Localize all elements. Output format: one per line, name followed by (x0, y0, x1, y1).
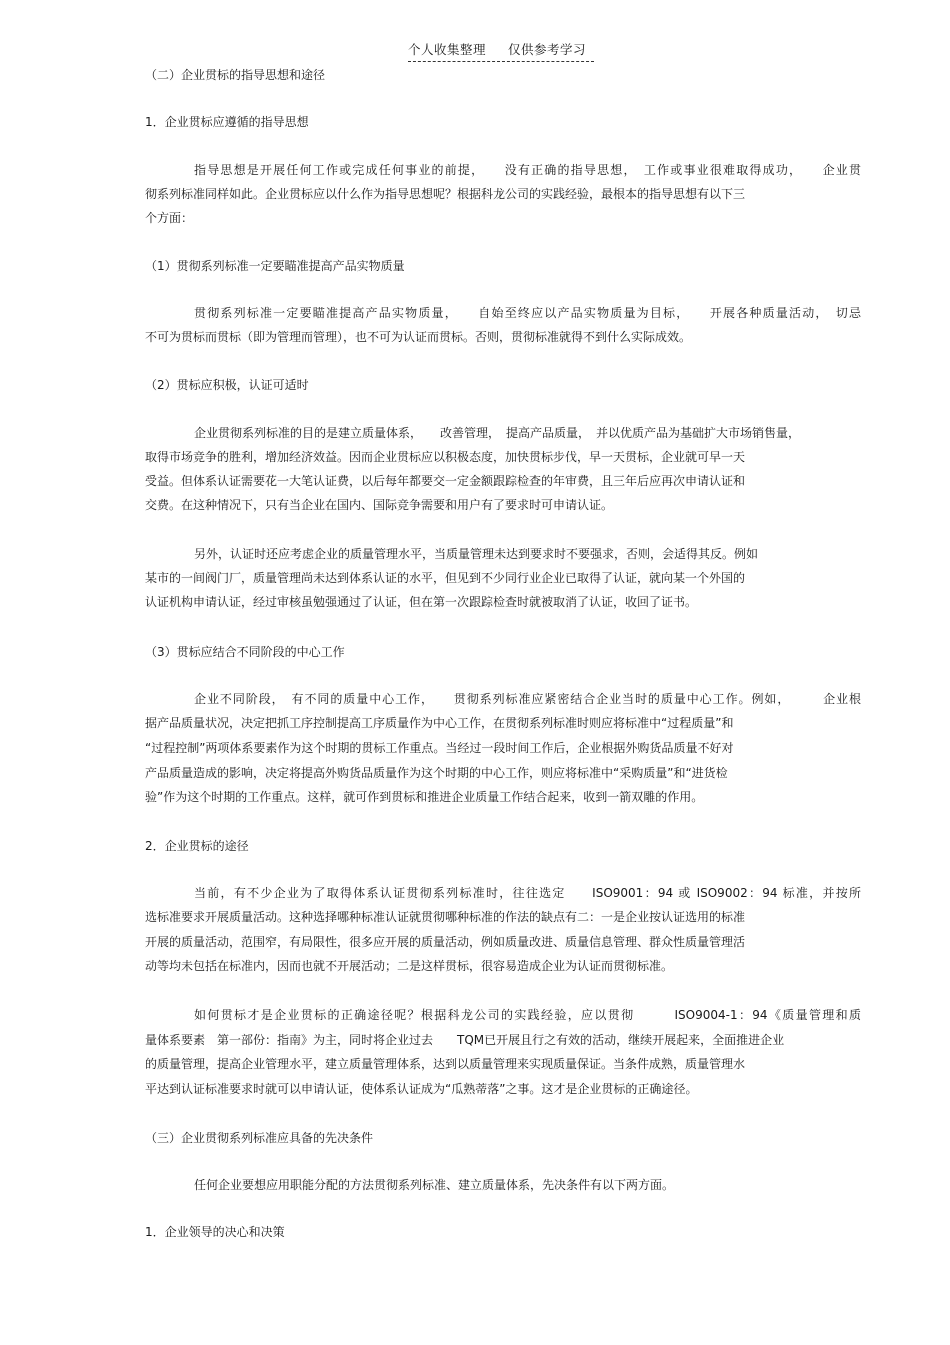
paragraph-line: 彻系列标准同样如此。企业贯标应以什么作为指导思想呢？根据科龙公司的实践经验，最根本的指导思想有以下三 (145, 187, 746, 201)
paragraph-line: 验”作为这个时期的工作重点。这样，就可作到贯标和推进企业质量工作结合起来，收到一箭双雕的作用。 (145, 790, 704, 804)
paragraph-line: 当前，有不少企业为了取得体系认证贯彻系列标准时，往往选定 ISO9001：94 或 ISO9002：94 标准，并按所 (194, 886, 861, 900)
paragraph-line: 贯彻系列标准一定要瞄准提高产品实物质量， 自始至终应以产品实物质量为目标， 开展各种质量活动， 切忌 (194, 306, 861, 320)
item-heading: （2）贯标应积极，认证可适时 (145, 378, 309, 392)
item-heading: （1）贯彻系列标准一定要瞄准提高产品实物质量 (145, 259, 405, 273)
subsection-heading: 1．企业领导的决心和决策 (145, 1225, 285, 1239)
paragraph-line: 指导思想是开展任何工作或完成任何事业的前提， 没有正确的指导思想， 工作或事业很难取得成功， 企业贯 (194, 163, 861, 177)
paragraph-line: 的质量管理，提高企业管理水平，建立质量管理体系，达到以质量管理来实现质量保证。当条件成熟，质量管理水 (145, 1057, 746, 1071)
paragraph-line: 某市的一间阀门厂，质量管理尚未达到体系认证的水平，但见到不少同行业企业已取得了认证，就向某一个外国的 (145, 571, 746, 585)
paragraph-line: 交费。在这种情况下，只有当企业在国内、国际竞争需要和用户有了要求时可申请认证。 (145, 498, 614, 512)
section-heading: （二）企业贯标的指导思想和途径 (145, 68, 326, 82)
subsection-heading: 2．企业贯标的途径 (145, 839, 249, 853)
header-right-text: 仅供参考学习 (508, 42, 587, 57)
paragraph-line: 任何企业要想应用职能分配的方法贯彻系列标准、建立质量体系，先决条件有以下两方面。 (194, 1178, 675, 1192)
subsection-heading: 1．企业贯标应遵循的指导思想 (145, 115, 309, 129)
paragraph-line: 平达到认证标准要求时就可以申请认证，使体系认证成为“瓜熟蒂落”之事。这才是企业贯标的正确途径。 (145, 1082, 698, 1096)
paragraph-line: 量体系要素 第一部份：指南》为主，同时将企业过去 TQM已开展且行之有效的活动，继续开展起来，全面推进企业 (145, 1033, 785, 1047)
paragraph-line: 企业不同阶段， 有不同的质量中心工作， 贯彻系列标准应紧密结合企业当时的质量中心工作。例如， 企业根 (194, 692, 861, 706)
paragraph-line: 另外，认证时还应考虑企业的质量管理水平，当质量管理未达到要求时不要强求，否则，会适得其反。例如 (194, 547, 759, 561)
paragraph-line: “过程控制”两项体系要素作为这个时期的贯标工作重点。当经过一段时间工作后，企业根据外购货品质量不好对 (145, 741, 734, 755)
paragraph-line: 不可为贯标而贯标（即为管理而管理），也不可为认证而贯标。否则，贯彻标准就得不到什么实际成效。 (145, 330, 692, 344)
paragraph-line: 取得市场竞争的胜利，增加经济效益。因而企业贯标应以积极态度，加快贯标步伐，早一天贯标，企业就可早一天 (145, 450, 746, 464)
paragraph-line: 选标准要求开展质量活动。这种选择哪种标准认证就贯彻哪种标准的作法的缺点有二：一是企业按认证选用的标准 (145, 910, 746, 924)
paragraph-line: 如何贯标才是企业贯标的正确途径呢？根据科龙公司的实践经验，应以贯彻 ISO9004-1：94《质量管理和质 (194, 1008, 861, 1022)
page-header (408, 40, 594, 62)
paragraph-line: 企业贯彻系列标准的目的是建立质量体系， 改善管理， 提高产品质量， 并以优质产品为基础扩大市场销售量， (194, 426, 801, 440)
paragraph-line: 开展的质量活动，范围窄，有局限性，很多应开展的质量活动，例如质量改进、质量信息管理、群众性质量管理活 (145, 935, 746, 949)
paragraph-line: 据产品质量状况，决定把抓工序控制提高工序质量作为中心工作，在贯彻系列标准时则应将标准中“过程质量”和 (145, 716, 734, 730)
paragraph-line: 个方面： (145, 211, 194, 225)
paragraph-line: 产品质量造成的影响，决定将提高外购货品质量作为这个时期的中心工作，则应将标准中“采购质量”和“进货检 (145, 766, 728, 780)
header-left-text: 个人收集整理 (408, 42, 487, 57)
paragraph-line: 动等均未包括在标准内，因而也就不开展活动；二是这样贯标，很容易造成企业为认证而贯彻标准。 (145, 959, 674, 973)
paragraph-line: 受益。但体系认证需要花一大笔认证费，以后每年都要交一定金额跟踪检查的年审费，且三年后应再次申请认证和 (145, 474, 746, 488)
paragraph-line: 认证机构申请认证，经过审核虽勉强通过了认证，但在第一次跟踪检查时就被取消了认证，收回了证书。 (145, 595, 698, 609)
item-heading: （3）贯标应结合不同阶段的中心工作 (145, 645, 345, 659)
section-heading: （三）企业贯彻系列标准应具备的先决条件 (145, 1131, 374, 1145)
